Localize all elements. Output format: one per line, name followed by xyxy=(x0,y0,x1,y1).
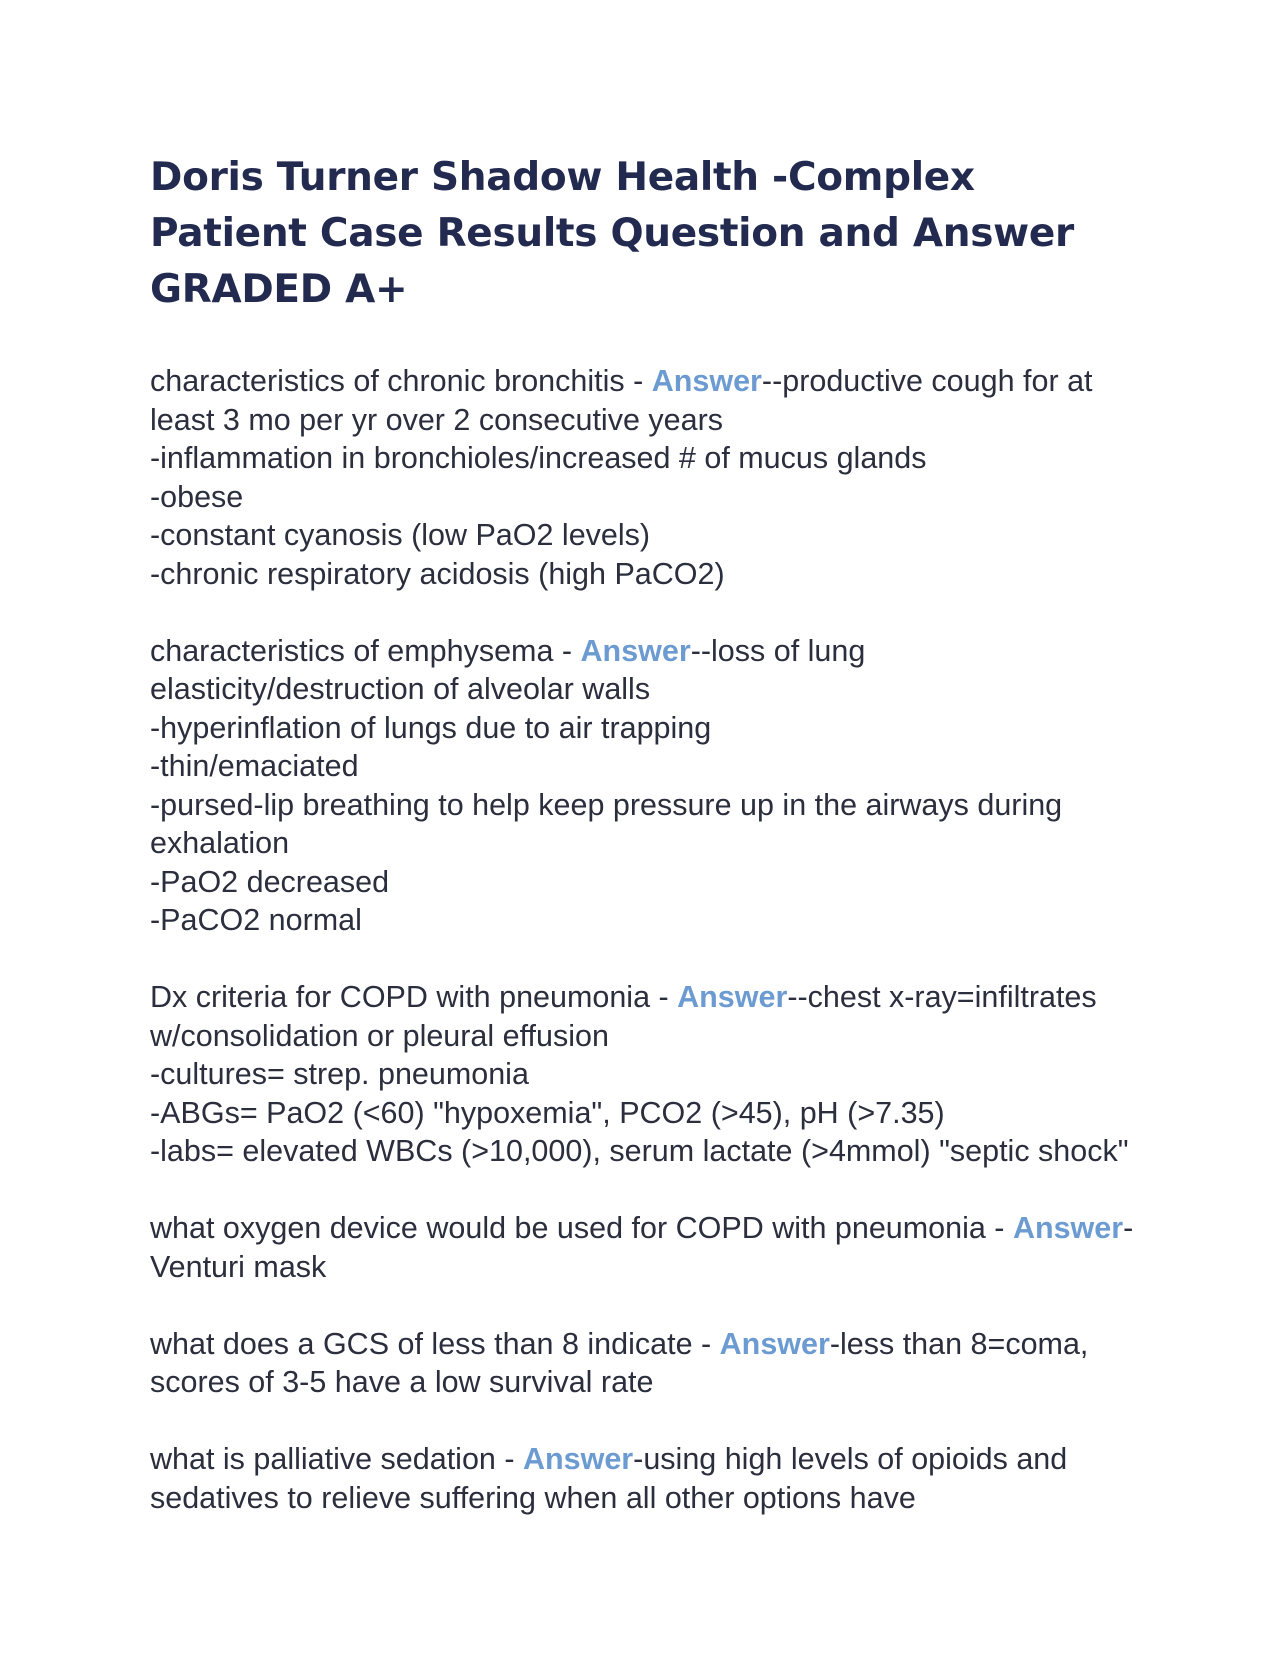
qa-entry xyxy=(150,1440,1140,1517)
qa-entry xyxy=(150,632,1140,940)
question-text: what is palliative sedation - xyxy=(150,1442,523,1476)
answer-text: -using high levels of opioids and sedatives to relieve suffering when all other options have xyxy=(150,1442,1076,1515)
answer-text: -Venturi mask xyxy=(150,1211,1134,1284)
document-title: Doris Turner Shadow Health -Complex Patient Case Results Question and Answer GRADED A+ xyxy=(150,155,1074,312)
answer-text: --chest x-ray=infiltrates w/consolidation or pleural effusion -cultures= strep. pneumonia -ABGs= PaO2 (<60) "hypoxemia", PCO2 (>45), pH (>7.35) -labs= elevated WBCs (>10,000), serum lactate (>4mmol) "septic shock" xyxy=(150,980,1129,1168)
qa-entry xyxy=(150,1209,1140,1286)
answer-label: Answer xyxy=(1012,1211,1124,1245)
answer-label: Answer xyxy=(580,633,691,668)
question-text: what oxygen device would be used for COPD with pneumonia - xyxy=(150,1211,1013,1245)
answer-text: --loss of lung elasticity/destruction of alveolar walls -hyperinflation of lungs due to air trapping -thin/emaciated -pursed-lip breathing to help keep pressure up in the airways during exhalation -PaO2 decreased -PaCO2 normal xyxy=(150,633,1063,937)
answer-text: --productive cough for at least 3 mo per yr over 2 consecutive years -inflammation in bronchioles/increased # of mucus glands -obese -constant cyanosis (low PaO2 levels) -chronic respiratory acidosis (high PaCO2) xyxy=(150,364,1093,591)
qa-entry xyxy=(150,362,1140,593)
qa-entry xyxy=(150,1325,1140,1402)
question-text: what does a GCS of less than 8 indicate - xyxy=(150,1326,720,1361)
answer-label: Answer xyxy=(677,980,788,1014)
answer-label: Answer xyxy=(651,364,762,398)
question-text: Dx criteria for COPD with pneumonia - xyxy=(150,980,678,1014)
question-text: characteristics of chronic bronchitis - xyxy=(150,364,652,398)
answer-label: Answer xyxy=(522,1442,634,1476)
answer-text: -less than 8=coma, scores of 3-5 have a low survival rate xyxy=(150,1326,1097,1399)
document-page xyxy=(150,150,1140,1556)
question-text: characteristics of emphysema - xyxy=(150,633,581,668)
qa-entry xyxy=(150,978,1140,1171)
answer-label: Answer xyxy=(719,1326,830,1361)
